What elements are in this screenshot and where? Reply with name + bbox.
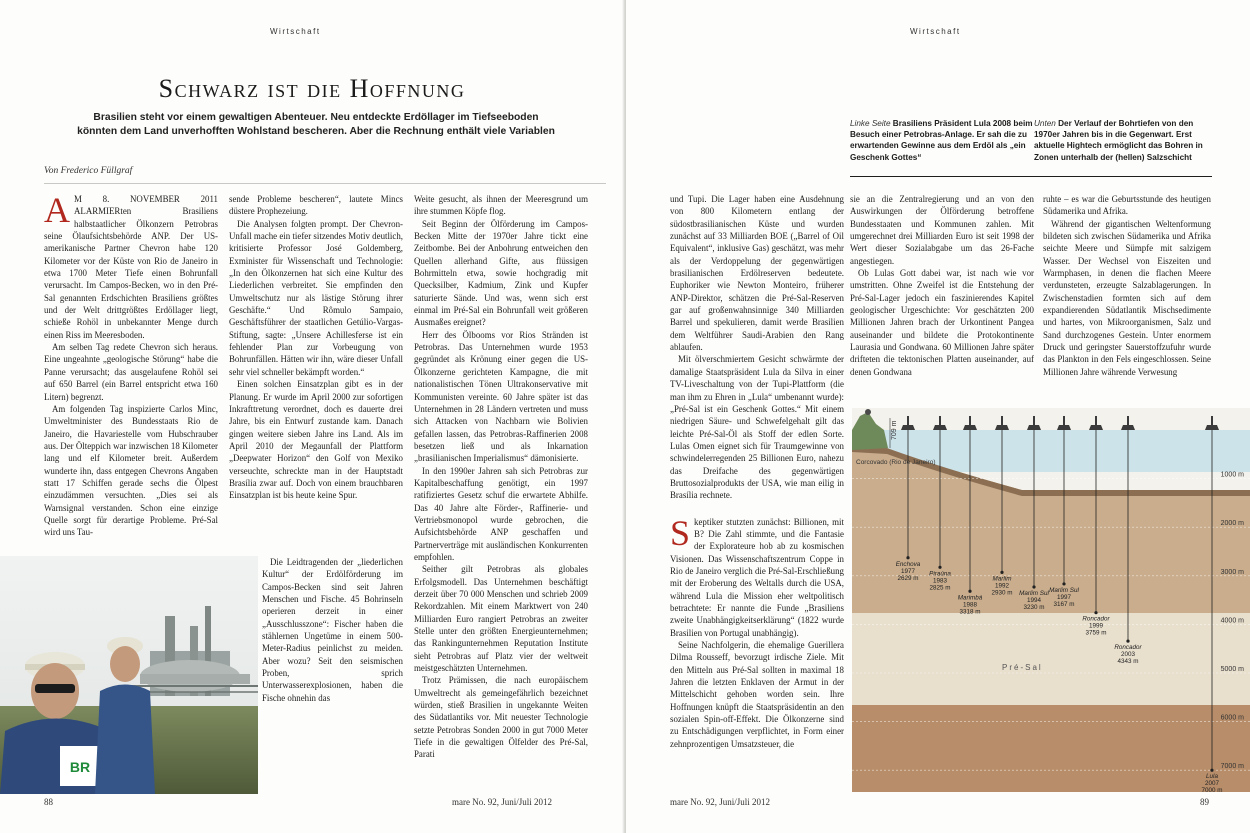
deck-line-1: Brasilien steht vor einem gewaltigen Abenteuer. Neu entdeckte Erdöllager im Tiefseeboden [93,112,539,123]
depth-tick-label: 7000 m [1220,763,1244,771]
well-year: 1992 [994,582,1010,590]
paragraph: Seit Beginn der Ölförderung im Campos-Becken Mitte der 1970er Jahre tickt eine Zeitbombe. Bei der Anbohrung entweichen den Quellen allerhand Gifte, aus flüssigen Bohrmitteln etwa, sowie hochgradig mit Quecksilber, Kadmium, Zink und Kupfer saturierte Sände. Und was, wenn sich erst einmal im Pré-Sal ein Bohrunfall weit größeren Ausmaßes ereignet? [414,218,588,328]
paragraph: In den 1990er Jahren sah sich Petrobras zur Kapitalbeschaffung genötigt, ein 1997 ratifiziertes Gesetz schuf die erwartete Abhilfe. Das 40 Jahre alte Förder-, Raffinerie- und Vertriebsmonopol wurde gebrochen, die Aufsichtsbehörde ANP geschaffen und Partnerverträge mit ausländischen Konkurrenten empfohlen. [414,465,588,562]
well-depth: 3759 m [1085,629,1107,637]
depth-tick-label: 3000 m [1220,568,1244,576]
paragraph: Die Leidtragenden der „liederlichen Kultur“ der Erdölförderung im Campos-Becken sind seit Jahren Menschen und Fische. 45 Bohrinseln operieren derzeit in einer „Ausschlusszone“: Fischer haben die stählernen Ungetüme in einem 500-Meter-Radius peinlichst zu meiden. Aber wozu? Seit den seismischen Proben, sprich Unterwasserexplosionen, haben die Fische ohnehin das [262,557,403,703]
well-depth: 2825 m [929,584,951,592]
paragraph: sie an die Zentralregierung und an von den Auswirkungen der Ölförderung betroffene Bundesstaaten und Kommunen zahlen. Mit umgerechnet drei Milliarden Euro ist seit 1998 der Wert dieser Sozialabgabe um das 26-Fache angestiegen. [850,194,1034,266]
diagram-svg [852,408,1250,792]
well-name: Enchova [895,560,921,568]
deck-line-2: könnten dem Land unverhofften Wohlstand bescheren. Aber die Rechnung enthält viele Variablen [77,126,555,137]
platform-icon [995,425,1009,430]
derrick-icon [1095,416,1097,425]
well-depth: 7000 m [1201,787,1223,792]
derrick-icon [1127,416,1129,425]
paragraph: Die Analysen folgten prompt. Der Chevron-Unfall mache ein tiefer sitzendes Motiv deutlich, kritisierte Professor José Goldemberg, Exminister für Wissenschaft und Technologie: „In den Ölkonzernen hat sich eine Kultur des Liederlichen verbreitet. Sie empfinden den Umweltschutz nur als lästige Störung ihrer Geschäfte.“ Und Rômulo Sampaio, Geschäftsführer der staatlichen Getúlio-Vargas-Stiftung, sagte: „Unsere Achillesferse ist ein fehlender Plan zur Vorbeugung von Bohrunfällen. Hätten wir ihn, wäre dieser Unfall sehr viel schneller bekämpft worden.“ [229,218,403,377]
section-label-left: Wirtschaft [270,27,321,36]
dropcap: A [44,193,70,230]
caption-rule-left [850,176,1040,177]
derrick-icon [1211,416,1213,425]
paragraph: Weite gesucht, als ihnen der Meeresgrund um ihre stummen Köpfe flog. [414,194,588,217]
well-name: Lula [1206,773,1218,781]
text-column-5 [850,193,1034,408]
well-year: 2007 [1204,780,1220,788]
paragraph: sende Probleme bescheren“, lautete Mincs düstere Prophezeiung. [229,194,403,217]
dropcap-s: S [670,512,691,553]
platform-icon [1027,425,1041,430]
platform-icon [1089,425,1103,430]
well-depth: 2930 m [991,589,1013,597]
paragraph: Seither gilt Petrobras als globales Erfolgsmodell. Das Unternehmen beschäftigt derzeit über 70 000 Menschen und schrieb 2009 Rekordzahlen. Mit einem Marktwert von 240 Milliarden Euro rangiert Petrobras an zweiter Stelle unter den größten Energieunternehmen; das Rankingunternehmen Reputation Institute sieht Petrobras auf Platz vier der weltweit meistgeschätzten Unternehmen. [414,564,588,674]
well-name: Roncador [1114,644,1142,652]
platform-icon [933,425,947,430]
well-year: 1983 [932,577,948,585]
issue-footer-right: mare No. 92, Juni/Juli 2012 [670,797,770,807]
well-depth: 3167 m [1053,600,1075,608]
paragraph: Mit ölverschmiertem Gesicht schwärmte der damalige Staatspräsident Lula da Silva in einer TV-Liveschaltung von der Tupi-Plattform (die man ihm zu Ehren in „Lula“ umbenannt wurde): „Pré-Sal ist ein Geschenk Gottes.“ Mit einem niedrigen Säure- und Schwefelgehalt gilt das leichte Pré-Sal-Öl als Stoff der edlen Sorte. Lulas Omen eignet sich für Traumgewinne von schwindelerregenden 25 Billionen Euro, nahezu das Dreifache des gegenwärtigen Bruttosozialprodukts der USA, wie man eilig in Brasília rechnete. [670,354,844,501]
drilling-depth-diagram [852,408,1250,792]
text-column-2-lower [262,556,403,794]
page-number-left: 88 [44,797,53,807]
text-column-2 [229,193,403,549]
paragraph: A M 8. NOVEMBER 2011 ALARMIERten Brasiliens halbstaatlicher Ölkonzern Petrobras seine Ölaufsichtsbehörde ANP. Der US-amerikanische Partner Chevron habe 120 Kilometer vor der Küste von Rio de Janeiro in etwa 1700 Meter Tiefe einen Bohrunfall verursacht. Im Campos-Becken, wo in den Pré-Sal genannten Erdschichten Brasiliens größtes und der Welt drittgrößtes Erdöllager liegt, schieße Rohöl in unbekannter Menge durch einen Riss im Meeresboden. [44,193,218,340]
well-end-point [1062,582,1065,585]
paragraph: ruhte – es war die Geburtsstunde des heutigen Südamerika und Afrika. [1043,194,1211,217]
well-name: Roncador [1082,615,1110,623]
paragraph: und Tupi. Die Lager haben eine Ausdehnung von 800 Kilometern entlang der südostbrasilianischen Küste und wurden zunächst auf 33 Milliarden BOE („Barrel of Oil Equivalent“, inklusive Gas) geschätzt, was mehr als der Verdoppelung der gegenwärtigen brasilianischen Erdölreserven bedeutete. Euphoriker wie Newton Monteiro, früherer ANP-Direktor, schätzen die Pré-Sal-Reserven gar auf großenwahnsinnige 340 Milliarden Barrel und spekulieren, damit werde Brasilien dem Weltführer Saudi-Arabien den Rang ablaufen. [670,194,844,353]
issue-footer-left: mare No. 92, Juni/Juli 2012 [452,797,552,807]
caption-left [850,118,1040,163]
well-end-point [1000,571,1003,574]
caption-right-text: Der Verlauf der Bohrtiefen von den 1970er Jahren bis in die Gegenwart. Erst aktuelle Hightech ermöglicht das Bohren in Zonen unterhalb der (hellen) Salzschicht [1034,119,1203,162]
derrick-icon [939,416,941,425]
platform-icon [1121,425,1135,430]
well-end-point [1032,585,1035,588]
caption-right-lead: Unten [1034,119,1056,128]
well-name: Marlim [992,575,1012,583]
well-depth: 3318 m [959,608,981,616]
text-column-1 [44,193,218,549]
derrick-icon [969,416,971,425]
corcovado-marker [865,409,871,415]
platform-icon [1205,425,1219,430]
left-page [0,0,624,833]
byline: Von Frederico Füllgraf [44,166,133,176]
well-depth: 4343 m [1117,658,1139,666]
paragraph: Am folgenden Tag inspizierte Carlos Minc, Umweltminister des Bundesstaats Rio de Janeiro, die Havariestelle vom Hubschrauber aus. Der Ölteppich war inzwischen 18 Kilometer lang und elf Kilometer breit. Außerdem wunderte ihn, dass entgegen Chevrons Angaben statt 17 Schiffen gerade sechs die Ölpest einzudämmen versuchten. „Dies sei als Warnsignal verstanden. Schon eine einzige Quelle sorgt für derartige Probleme. Pré-Sal wird uns Tau- [44,403,218,538]
well-year: 1997 [1056,593,1072,601]
well-end-point [968,590,971,593]
paragraph: Ob Lulas Gott dabei war, ist nach wie vor umstritten. Ohne Zweifel ist die Entstehung der Pré-Sal-Lager jedoch ein faszinierendes Kapitel geologischer Urgeschichte: Vor geschätzten 200 Millionen Jahren brach der Urkontinent Pangea auseinander und bildete die Protokontinente Laurasia und Gondwana. 60 Millionen Jahre später drifteten die tektonischen Platten auseinander, auf denen Gondwana [850,268,1034,377]
depth-tick-label: 4000 m [1220,617,1244,625]
caption-left-lead: Linke Seite [850,119,891,128]
derrick-icon [1001,416,1003,425]
text-column-6 [1043,193,1211,408]
depth-tick-label: 5000 m [1220,666,1244,673]
well-depth: 3230 m [1023,603,1045,611]
derrick-icon [1033,416,1035,425]
well-name: Marlim Sul [1049,586,1079,594]
well-name: Marlim Sul [1019,589,1049,597]
sea-depth-label: 709 m [891,420,898,440]
text-column-4 [670,193,844,793]
salt-layer-label: Pré-Sal [1002,663,1043,672]
derrick-icon [1063,416,1065,425]
platform-icon [1057,425,1071,430]
well-name: Marimbá [957,594,983,602]
caption-left-text: Brasiliens Präsident Lula 2008 beim Besuch einer Petrobras-Anlage. Er sah die zu erwartenden Gewinne aus dem Erdöl als „ein Geschenk Gottes“ [850,119,1033,162]
rock-layer [852,705,1250,792]
well-end-point [1094,611,1097,614]
caption-rule-right [1034,176,1212,177]
well-end-point [906,556,909,559]
well-year: 2003 [1120,651,1136,659]
well-end-point [1126,639,1129,642]
well-year: 1988 [962,601,978,609]
divider-rule [44,183,606,184]
paragraph: Trotz Prämissen, die nach europäischem Umweltrecht als gemeingefährlich bezeichnet würden, stieß Brasilien in ungekannte Weiten des Südatlantiks vor. Mit neuester Technologie setzte Petrobras Sonden 2000 in gut 7000 Meter Tiefe in die gewaltigen Ölfelder des Pré-Sal, Parati [414,675,588,760]
well-name: Piraúna [929,570,951,578]
petrobras-logo: BR [69,759,91,775]
paragraph: Einen solchen Einsatzplan gibt es in der Planung. Er wurde im April 2000 zur sofortigen Inkrafttretung verordnet, doch es dauerte drei Jahre, bis ein Entwurf zustande kam. Danach gingen weitere sieben Jahre ins Land. Als im April 2010 der Megaunfall der Plattform „Deepwater Horizon“ den Golf von Mexiko verseuchte, schreckte man in der Hauptstadt Brasília zwar auf. Doch von einem brauchbaren Einsatzplan ist bis heute keine Spur. [229,379,403,501]
well-depth: 2629 m [897,574,919,582]
coast-label: Corcovado (Rio de Janeiro) [856,459,936,466]
paragraph: Am selben Tag redete Chevron sich heraus. Eine ungeahnte „geologische Störung“ habe die Panne verursacht; das ausgelaufene Rohöl sei auf 650 Barrel (ein Barrel entspricht etwa 160 Litern) begrenzt. [44,342,218,402]
deck [70,111,562,139]
well-end-point [1210,769,1213,772]
salt-layer [852,613,1250,705]
platform-icon [901,425,915,430]
depth-tick-label: 6000 m [1220,714,1244,722]
paragraph: Herr des Ölbooms vor Rios Stränden ist Petrobras. Das Unternehmen wurde 1953 gegründet als Krönung einer gegen die US-Ölkonzerne gerichteten Kampagne, die mit nationalistischen Tönen Ultrakonservative mit Kommunisten vereinte. 60 Jahre später ist das Unternehmen in 28 Ländern vertreten und muss sich Attacken von Nachbarn wie Bolivien gefallen lassen, das Petrobras-Raffinerien 2008 besetzen ließ und als Inkarnation „brasilianischen Imperialismus“ dämonisierte. [414,329,588,464]
well-year: 1999 [1088,622,1104,630]
paragraph: Seine Nachfolgerin, die ehemalige Guerillera Dilma Rousseff, bevorzugt irdische Ziele. Mit den Mitteln aus Pré-Sal sollten in maximal 18 Jahren die letzten Enklaven der Armut in der Mittelschicht gehoben worden sein. Ihre Hoffnungen knüpft die Staatspräsidentin an den sozialen Spin-off-Effekt. Die Ölkonzerne sind zu Entschädigungen verpflichtet, in Form einer zehnprozentigen Umsatzsteuer, die [670,640,844,749]
paragraph: Während der gigantischen Weltenformung bildeten sich zwischen Südamerika und Afrika seichte Meere und Sümpfe mit salzigem Wasser. Der Wechsel von Eiszeiten und Warmphasen, in denen die flachen Meere verdunsteten, erzeugte Salzablagerungen. In Zwischenstadien formten sich auf dem expandierenden Südatlantik Mischsedimente und hartes, von Mikroorganismen, Salz und Sand durchzogenes Gestein. Unter enormem Druck und geringster Sauerstoffzufuhr wurde das Plankton in den Fels eingeschlossen. Seine Millionen Jahre währende Verwesung [1043,218,1211,377]
well-end-point [938,566,941,569]
text-column-3 [414,193,588,793]
caption-right [1034,118,1212,163]
well-year: 1977 [900,567,916,575]
depth-tick-label: 2000 m [1220,520,1244,528]
well-year: 1994 [1026,596,1042,604]
section-label-right: Wirtschaft [910,27,961,36]
derrick-icon [907,416,909,425]
paragraph: Skeptiker stutzten zunächst: Billionen, mit B? Die Zahl stimmte, und die Fantasie der Explorateure hob ab zu kosmischen Visionen. Das Wissenschaftszentrum Coppe in Rio de Janeiro verglich die Pré-Sal-Erschließung mit der Eroberung des Weltalls durch die USA, während Lula die Mission eher weltpolitisch betrachtete: Er nannte die Funde „Brasiliens zweite Unabhängigkeitserklärung“ (1822 wurde Brasilien von Portugal unabhängig). [670,512,844,638]
page-number-right: 89 [1200,797,1209,807]
headline: Schwarz ist die Hoffnung [158,74,466,103]
photo-lula-refinery [0,556,258,794]
platform-icon [963,425,977,430]
depth-tick-label: 1000 m [1220,471,1244,479]
